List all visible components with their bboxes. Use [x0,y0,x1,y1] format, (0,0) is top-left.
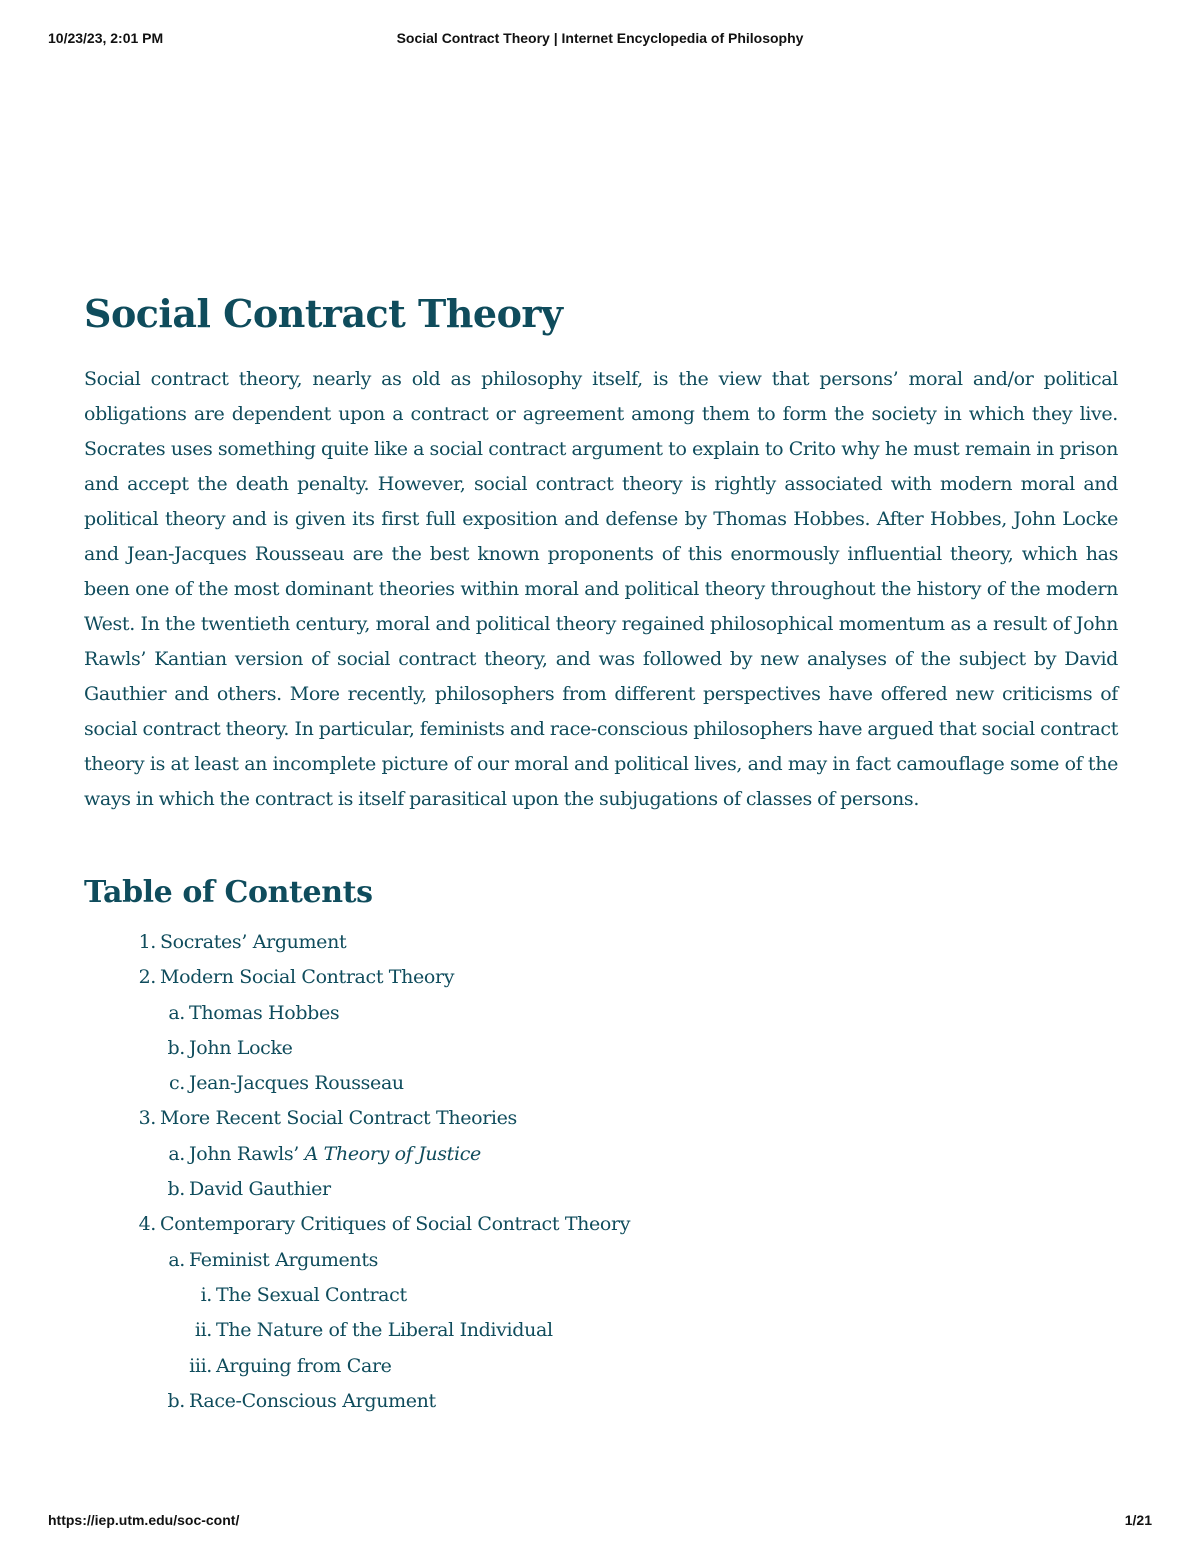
print-header [48,30,1152,50]
toc-item-label-italic: A Theory of Justice [304,1142,481,1165]
toc-item-label[interactable]: Feminist Arguments [189,1248,379,1271]
toc-item-number: a. [168,1248,185,1271]
toc-item-label[interactable]: The Sexual Contract [216,1283,407,1306]
toc-item-number: a. [168,1001,185,1024]
article-abstract: Social contract theory, nearly as old as philosophy itself, is the view that persons’ moral and/or political obligations are dependent upon a contract or agreement among them to form the society in which they live. Socrates uses something quite like a social contract argument to explain to Crito why he must remain in prison and accept the death penalty. However, social contract theory is rightly associated with modern moral and political theory and is given its first full exposition and defense by Thomas Hobbes. After Hobbes, John Locke and Jean-Jacques Rousseau are the best known proponents of this enormously influential theory, which has been one of the most dominant theories within moral and political theory throughout the history of the modern West. In the twentieth century, moral and political theory regained philosophical momentum as a result of John Rawls’ Kantian version of social contract theory, and was followed by new analyses of the subject by David Gauthier and others. More recently, philosophers from different perspectives have offered new criticisms of social contract theory. In particular, feminists and race-conscious philosophers have argued that social contract theory is at least an incomplete picture of our moral and political lives, and may in fact camouflage some of the ways in which the contract is itself parasitical upon the subjugations of classes of persons. [84,368,1118,810]
table-of-contents [84,925,1118,1419]
toc-item-number: b. [167,1178,185,1201]
toc-item-label[interactable]: John Locke [189,1036,293,1059]
toc-item-number: iii. [189,1354,212,1377]
toc-item-modern-social-contract-theory[interactable] [84,960,1118,995]
toc-item-label[interactable] [189,1143,481,1165]
toc-item-label[interactable]: Thomas Hobbes [189,1001,340,1024]
toc-item-label[interactable]: Race-Conscious Argument [189,1389,436,1412]
toc-item-label[interactable]: More Recent Social Contract Theories [160,1107,517,1130]
print-page-title: Social Contract Theory | Internet Encyclopedia of Philosophy [396,30,804,46]
toc-item-label[interactable]: The Nature of the Liberal Individual [216,1319,553,1342]
toc-item-number: c. [169,1072,185,1095]
toc-item-socrates-argument[interactable] [84,925,1118,960]
toc-item-david-gauthier[interactable] [84,1172,1118,1207]
toc-item-rousseau[interactable] [84,1066,1118,1101]
toc-item-label-text: John Rawls’ [189,1142,305,1165]
article-content [84,288,1118,1419]
toc-item-label[interactable]: Socrates’ Argument [160,931,347,953]
toc-item-liberal-individual[interactable] [84,1313,1118,1348]
toc-item-feminist-arguments[interactable] [84,1243,1118,1278]
toc-item-number: 3. [138,1107,156,1130]
print-page-number: 1/21 [1124,1512,1152,1528]
toc-item-label[interactable]: Jean-Jacques Rousseau [189,1072,404,1095]
toc-item-label[interactable]: Contemporary Critiques of Social Contract Theory [160,1213,631,1236]
toc-item-sexual-contract[interactable] [84,1278,1118,1313]
print-datetime: 10/23/23, 2:01 PM [48,30,164,46]
toc-item-number: b. [167,1389,185,1412]
toc-item-john-locke[interactable] [84,1031,1118,1066]
toc-item-race-conscious-argument[interactable] [84,1384,1118,1419]
toc-item-number: 2. [138,966,156,989]
print-footer [48,1512,1152,1532]
article-title: Social Contract Theory [84,291,563,336]
toc-item-number: b. [167,1036,185,1059]
toc-item-label[interactable]: Arguing from Care [216,1354,392,1377]
toc-item-label[interactable]: Modern Social Contract Theory [160,966,455,989]
toc-heading: Table of Contents [84,875,373,910]
toc-item-number: 4. [138,1213,156,1236]
toc-item-number: i. [200,1283,212,1306]
toc-item-thomas-hobbes[interactable] [84,996,1118,1031]
toc-item-john-rawls[interactable] [84,1137,1118,1172]
toc-item-more-recent-theories[interactable] [84,1101,1118,1136]
toc-item-contemporary-critiques[interactable] [84,1207,1118,1242]
toc-item-number: 1. [138,931,156,953]
print-url: https://iep.utm.edu/soc-cont/ [48,1512,240,1528]
toc-item-number: ii. [194,1319,212,1342]
toc-item-number: a. [168,1142,185,1165]
toc-item-label[interactable]: David Gauthier [189,1178,331,1201]
toc-item-arguing-from-care[interactable] [84,1349,1118,1384]
